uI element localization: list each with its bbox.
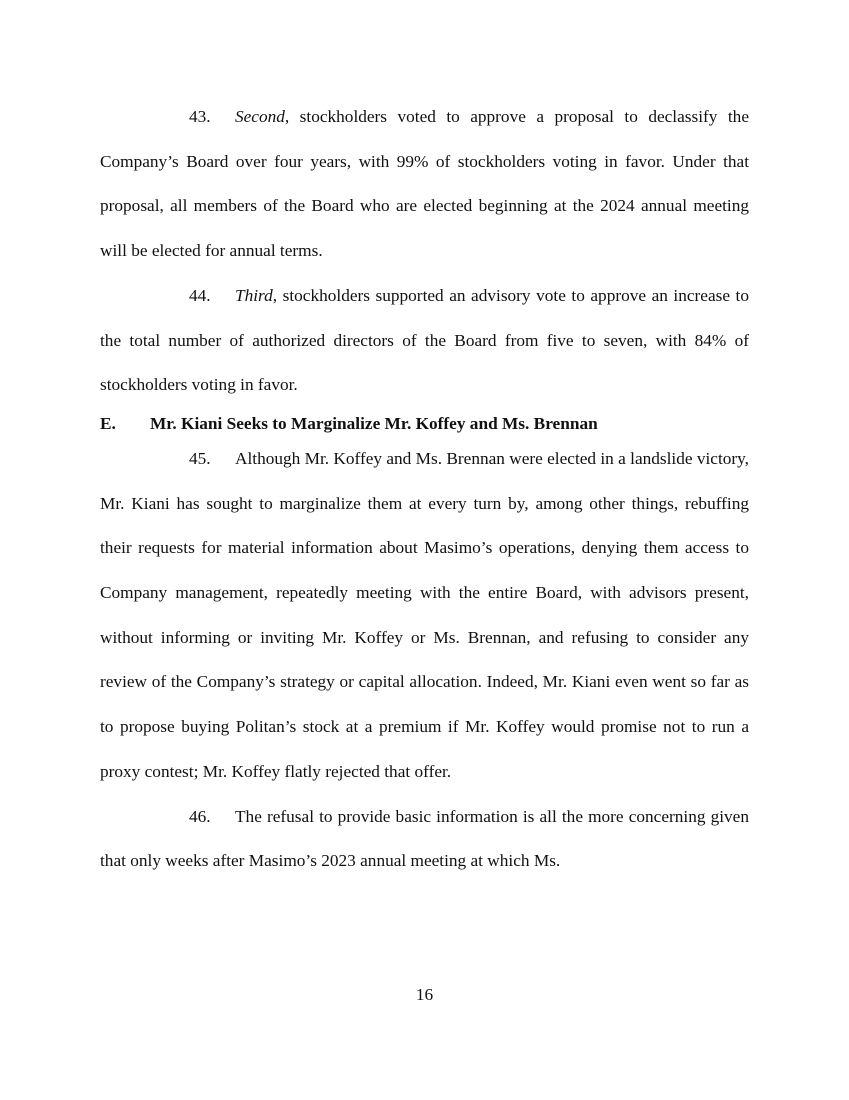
paragraph-lead-word: Third bbox=[235, 285, 273, 305]
paragraph-text: The refusal to provide basic information is all the more concerning given that only weeks after Masimo’s 2023 annual meeting at which Ms. bbox=[100, 806, 749, 871]
page-number: 16 bbox=[415, 985, 434, 1004]
document-body bbox=[100, 95, 749, 884]
paragraph-text: , stockholders voted to approve a proposal to declassify the Company’s Board over four years, with 99% of stockholders voting in favor. Under that proposal, all members of the Board who are elected beginning at the 2024 annual meeting will be elected for annual terms. bbox=[100, 107, 749, 261]
paragraph-number: 45. bbox=[189, 448, 211, 468]
paragraph-number: 43. bbox=[189, 107, 211, 126]
paragraph-45 bbox=[100, 437, 749, 795]
section-letter: E. bbox=[100, 413, 116, 433]
section-title: Mr. Kiani Seeks to Marginalize Mr. Koffey and Ms. Brennan bbox=[150, 413, 598, 433]
paragraph-43 bbox=[100, 95, 749, 274]
paragraph-text: , stockholders supported an advisory vote to approve an increase to the total number of authorized directors of the Board from five to seven, with 84% of stockholders voting in favor. bbox=[100, 285, 749, 395]
paragraph-44 bbox=[100, 274, 749, 408]
paragraph-number: 46. bbox=[189, 806, 211, 826]
paragraph-text: Although Mr. Koffey and Ms. Brennan were elected in a landslide victory, Mr. Kiani has sought to marginalize them at every turn by, among other things, rebuffing their requests for material information about Masimo’s operations, denying them access to Company management, repeatedly meeting with the entire Board, with advisors present, without informing or inviting Mr. Koffey or Ms. Brennan, and refusing to consider any review of the Company’s strategy or capital allocation. Indeed, Mr. Kiani even went so far as to propose buying Politan’s stock at a premium if Mr. Koffey would promise not to run a proxy contest; Mr. Koffey flatly rejected that offer. bbox=[100, 448, 749, 781]
paragraph-number: 44. bbox=[189, 285, 211, 305]
paragraph-lead-word: Second bbox=[235, 107, 285, 126]
paragraph-46 bbox=[100, 795, 749, 884]
